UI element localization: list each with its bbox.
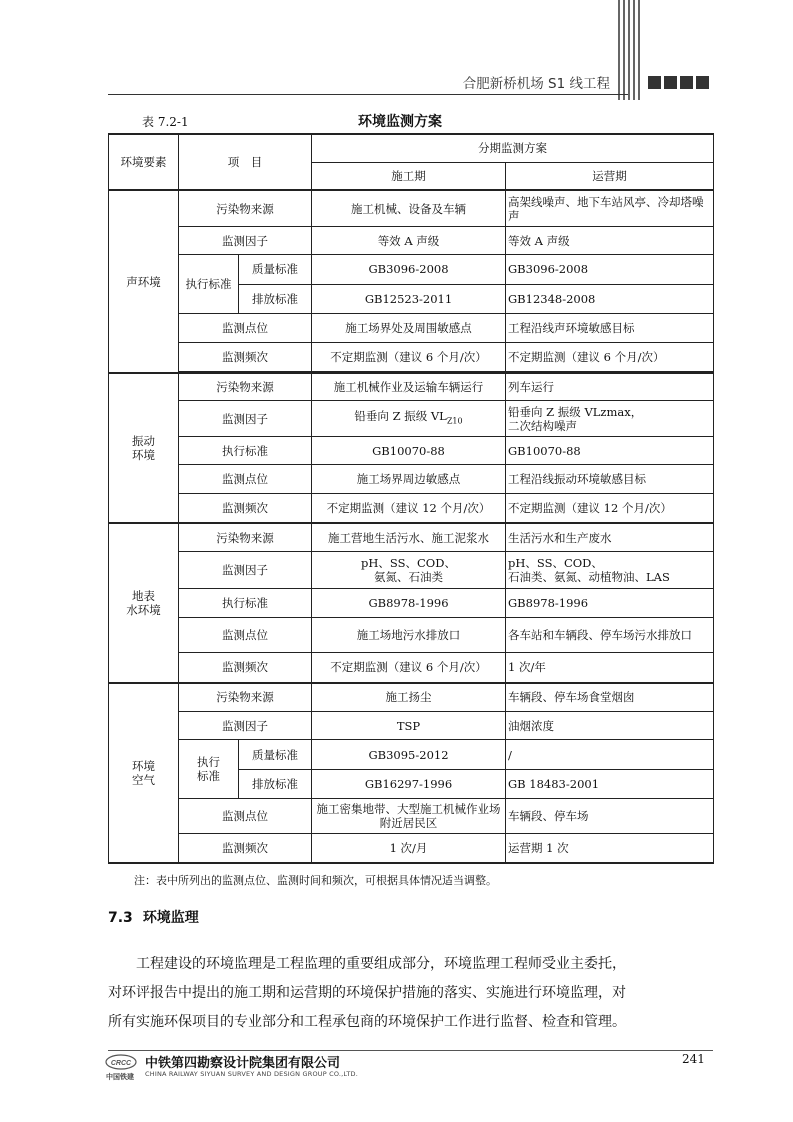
row-label: 监测点位 [179, 617, 312, 652]
factor-subscript: Z10 [446, 416, 463, 426]
header-element: 环境要素 [109, 134, 179, 190]
cell-construction: 施工场地污水排放口 [312, 617, 506, 652]
cell-construction: 施工机械、设备及车辆 [312, 190, 506, 226]
row-label: 污染物来源 [179, 683, 312, 712]
row-label: 监测频次 [179, 493, 312, 523]
cell-line: pH、SS、COD、 [508, 556, 603, 571]
category-line: 地表 [132, 588, 155, 603]
cell-operation: 车辆段、停车场食堂烟囱 [506, 683, 714, 712]
category-line: 环境 [132, 758, 155, 773]
row-sublabel: 质量标准 [239, 740, 312, 769]
label-line: 执行 [197, 755, 220, 770]
table-row [109, 400, 714, 436]
cell-construction: 施工机械作业及运输车辆运行 [312, 373, 506, 400]
table-row [109, 712, 714, 740]
cell-construction: 施工场界处及周围敏感点 [312, 313, 506, 342]
cell-operation: 油烟浓度 [506, 712, 714, 740]
table-row [109, 834, 714, 863]
paragraph-line: 工程建设的环境监理是工程监理的重要组成部分，环境监理工程师受业主委托， [136, 956, 626, 972]
cell-construction: GB16297-1996 [312, 769, 506, 798]
cell-construction: 施工密集地带、大型施工机械作业场附近居民区 [312, 798, 506, 833]
cell-construction: 等效 A 声级 [312, 227, 506, 255]
section-heading [108, 907, 199, 927]
cell-operation: 高架线噪声、地下车站风亭、冷却塔噪声 [506, 190, 714, 226]
header-construction: 施工期 [312, 162, 506, 190]
row-label [179, 740, 239, 798]
category-line: 环境 [132, 448, 155, 463]
table-number: 表 7.2-1 [142, 115, 189, 129]
header-decoration-bars [618, 0, 640, 100]
cell-line: pH、SS、COD、 [361, 556, 456, 571]
table-title: 环境监测方案 [358, 114, 442, 130]
row-label: 监测点位 [179, 313, 312, 342]
footer-company-cn: 中铁第四勘察设计院集团有限公司 [145, 1056, 341, 1071]
cell-construction [312, 400, 506, 436]
category-line: 水环境 [126, 602, 161, 617]
row-label: 执行标准 [179, 589, 312, 617]
table-row [109, 227, 714, 255]
cell-construction: 不定期监测（建议 6 个月/次） [312, 652, 506, 682]
header-plan: 分期监测方案 [312, 134, 714, 162]
cell-operation: GB8978-1996 [506, 589, 714, 617]
cell-line: 石油类、氨氮、动植物油、LAS [508, 570, 670, 585]
table-row [109, 798, 714, 833]
row-label: 监测因子 [179, 712, 312, 740]
cell-operation: 不定期监测（建议 12 个月/次） [506, 493, 714, 523]
cell-construction: GB10070-88 [312, 437, 506, 465]
air-category [109, 683, 179, 863]
section-number: 7.3 [108, 910, 133, 926]
cell-operation [506, 552, 714, 589]
row-label: 执行标准 [179, 437, 312, 465]
table-note: 注：表中所列出的监测点位、监测时间和频次，可根据具体情况适当调整。 [134, 874, 497, 887]
body-paragraph [108, 950, 714, 1037]
cell-construction: GB8978-1996 [312, 589, 506, 617]
row-sublabel: 排放标准 [239, 769, 312, 798]
row-label: 污染物来源 [179, 523, 312, 551]
header-rule [108, 94, 628, 95]
category-line: 空气 [132, 772, 155, 787]
cell-construction: 施工扬尘 [312, 683, 506, 712]
cell-operation: 工程沿线声环境敏感目标 [506, 313, 714, 342]
cell-construction: 施工营地生活污水、施工泥浆水 [312, 523, 506, 551]
paragraph-line: 对环评报告中提出的施工期和运营期的环境保护措施的落实、实施进行环境监理，对 [108, 985, 626, 1001]
table-row [109, 465, 714, 493]
cell-line: 二次结构噪声 [508, 418, 577, 433]
label-line: 标准 [197, 769, 220, 784]
table-row [109, 373, 714, 400]
row-label: 监测因子 [179, 227, 312, 255]
table-row [109, 617, 714, 652]
cell-operation: 工程沿线振动环境敏感目标 [506, 465, 714, 493]
factor-text: 铅垂向 Z 振级 VL [354, 408, 447, 423]
table-row [109, 523, 714, 551]
footer-company-en: CHINA RAILWAY SIYUAN SURVEY AND DESIGN GROUP CO.,LTD. [145, 1070, 358, 1078]
cell-operation: 列车运行 [506, 373, 714, 400]
cell-construction: GB3095-2012 [312, 740, 506, 769]
footer-rule [108, 1050, 713, 1051]
logo-caption: 中国铁建 [106, 1073, 134, 1081]
cell-operation: 车辆段、停车场 [506, 798, 714, 833]
table-row [109, 255, 714, 284]
table-row [109, 313, 714, 342]
monitoring-plan-table [108, 133, 714, 864]
cell-construction: 1 次/月 [312, 834, 506, 863]
cell-operation: 不定期监测（建议 6 个月/次） [506, 343, 714, 372]
cell-line: 铅垂向 Z 振级 VLzmax， [508, 404, 643, 419]
paragraph-line: 所有实施环保项目的专业部分和工程承包商的环境保护工作进行监督、检查和管理。 [108, 1014, 626, 1030]
cell-construction: GB3096-2008 [312, 255, 506, 284]
row-label: 监测因子 [179, 552, 312, 589]
water-category [109, 523, 179, 682]
header-item: 项 目 [179, 134, 312, 190]
table-row [109, 552, 714, 589]
table-row [109, 343, 714, 372]
category-line: 振动 [132, 434, 155, 449]
cell-construction: 不定期监测（建议 6 个月/次） [312, 343, 506, 372]
row-label: 污染物来源 [179, 190, 312, 226]
row-label: 监测频次 [179, 343, 312, 372]
cell-operation: / [506, 740, 714, 769]
table-row [109, 493, 714, 523]
table-row [109, 740, 714, 769]
table-header-row [109, 134, 714, 162]
table-row [109, 190, 714, 226]
row-label: 污染物来源 [179, 373, 312, 400]
cell-operation: 生活污水和生产废水 [506, 523, 714, 551]
cell-construction: 不定期监测（建议 12 个月/次） [312, 493, 506, 523]
cell-operation: 1 次/年 [506, 652, 714, 682]
header-title: 合肥新桥机场 S1 线工程 [462, 76, 610, 92]
cell-operation: GB 18483-2001 [506, 769, 714, 798]
header-squares-decoration [648, 74, 712, 93]
cell-line: 氨氮、石油类 [374, 570, 443, 585]
table-row [109, 589, 714, 617]
header-operation: 运营期 [506, 162, 714, 190]
cell-operation: GB3096-2008 [506, 255, 714, 284]
table-row [109, 683, 714, 712]
row-label: 监测点位 [179, 465, 312, 493]
table-row [109, 437, 714, 465]
page-number: 241 [682, 1052, 705, 1066]
row-label: 监测频次 [179, 652, 312, 682]
cell-construction [312, 552, 506, 589]
row-sublabel: 排放标准 [239, 284, 312, 313]
cell-operation: 等效 A 声级 [506, 227, 714, 255]
noise-category: 声环境 [109, 190, 179, 373]
row-label: 执行标准 [179, 255, 239, 313]
table-row [109, 652, 714, 682]
row-label: 监测点位 [179, 798, 312, 833]
cell-operation: 各车站和车辆段、停车场污水排放口 [506, 617, 714, 652]
section-title: 环境监理 [142, 910, 199, 926]
cell-construction: GB12523-2011 [312, 284, 506, 313]
cell-operation: GB12348-2008 [506, 284, 714, 313]
cell-operation: GB10070-88 [506, 437, 714, 465]
cell-operation: 运营期 1 次 [506, 834, 714, 863]
cell-construction: TSP [312, 712, 506, 740]
logo-mark: CRCC [110, 1060, 132, 1067]
vibration-category [109, 373, 179, 523]
row-label: 监测因子 [179, 400, 312, 436]
row-sublabel: 质量标准 [239, 255, 312, 284]
cell-operation [506, 400, 714, 436]
cell-construction: 施工场界周边敏感点 [312, 465, 506, 493]
row-label: 监测频次 [179, 834, 312, 863]
